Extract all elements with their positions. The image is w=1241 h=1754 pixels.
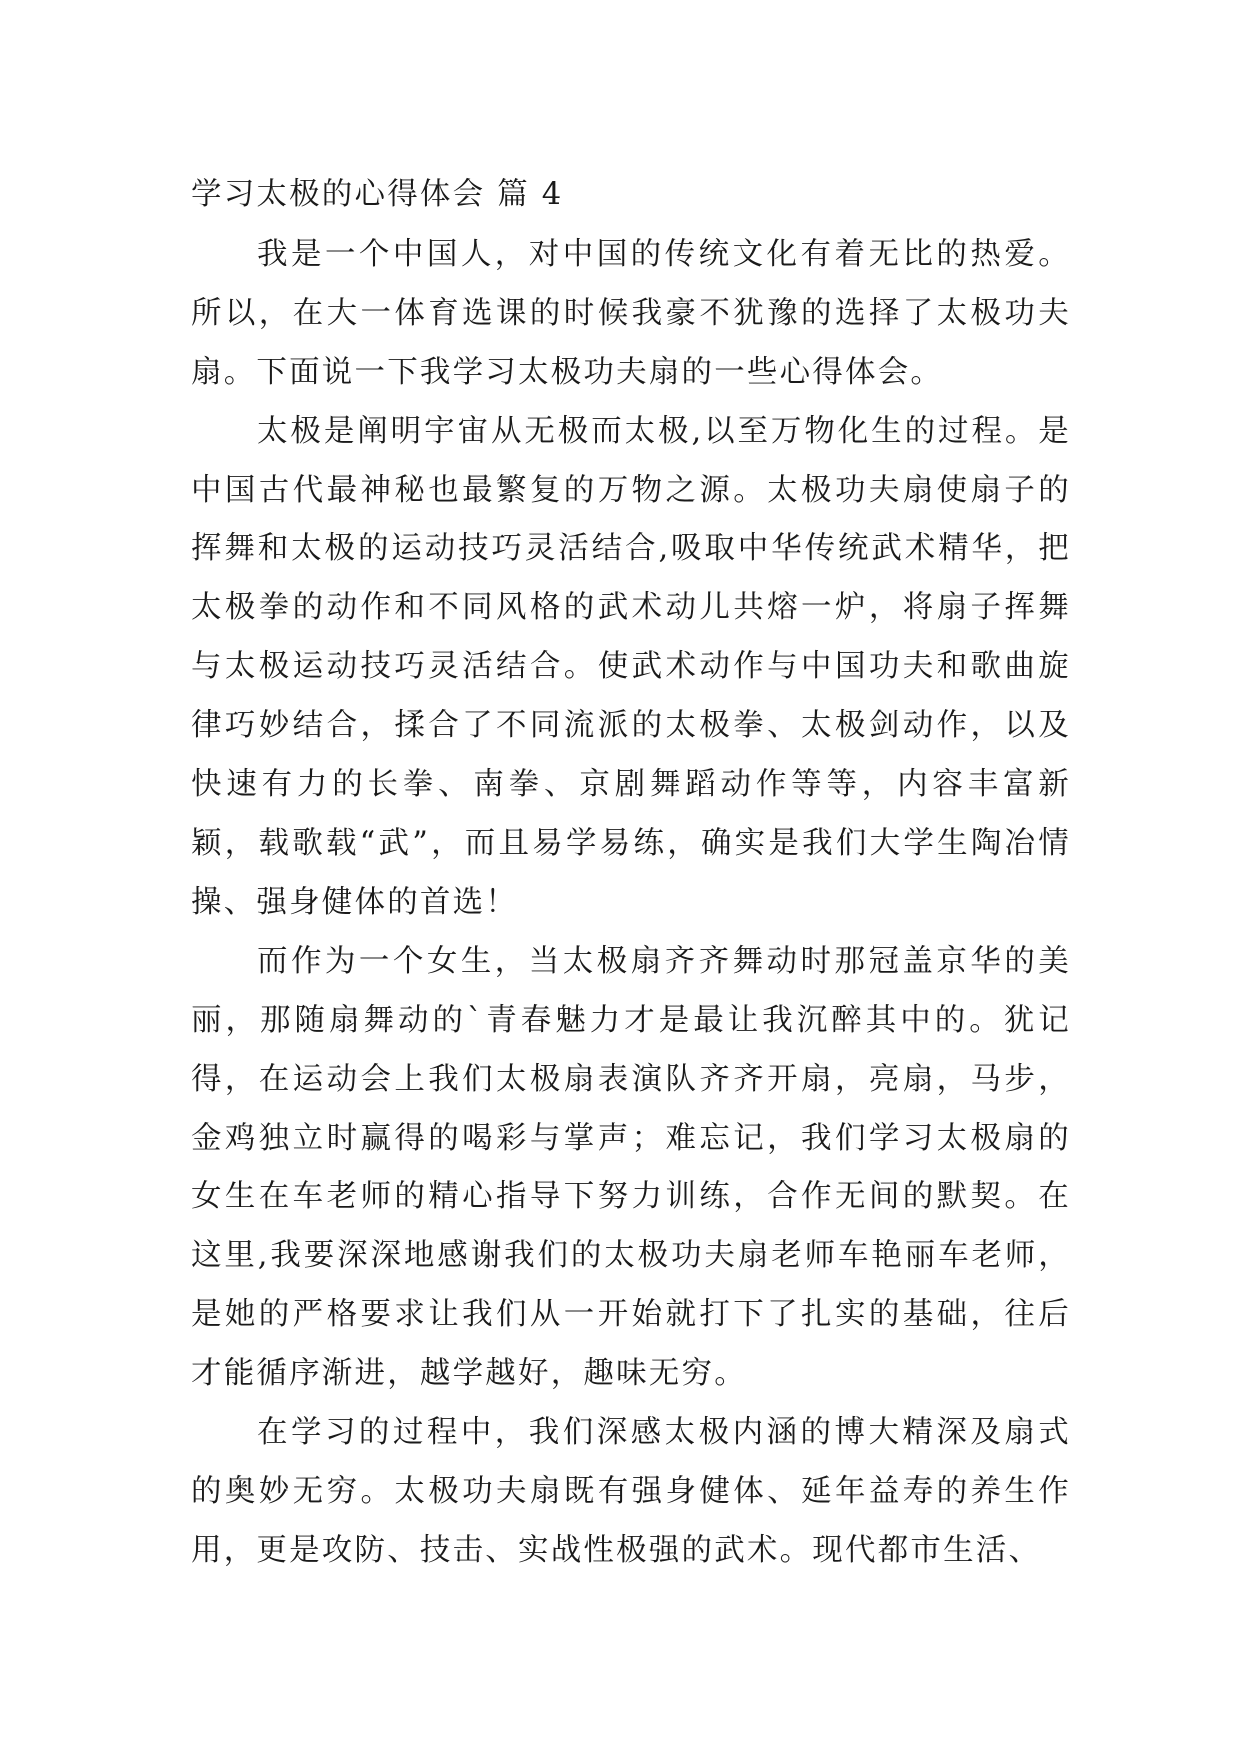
document-body (191, 166, 1071, 1581)
paragraph-1: 我是一个中国人，对中国的传统文化有着无比的热爱。所以，在大一体育选课的时候我豪不犹豫的选择了太极功夫扇。下面说一下我学习太极功夫扇的一些心得体会。 (191, 236, 1071, 390)
paragraph-3: 而作为一个女生，当太极扇齐齐舞动时那冠盖京华的美丽，那随扇舞动的`青春魅力才是最让我沉醉其中的。犹记得，在运动会上我们太极扇表演队齐齐开扇，亮扇，马步，金鸡独立时赢得的喝彩与掌声；难忘记，我们学习太极扇的女生在车老师的精心指导下努力训练，合作无间的默契。在这里,我要深深地感谢我们的太极功夫扇老师车艳丽车老师，是她的严格要求让我们从一开始就打下了扎实的基础，往后才能循序渐进，越学越好，趣味无穷。 (191, 943, 1071, 1392)
paragraph-2: 太极是阐明宇宙从无极而太极,以至万物化生的过程。是中国古代最神秘也最繁复的万物之源。太极功夫扇使扇子的挥舞和太极的运动技巧灵活结合,吸取中华传统武术精华，把太极拳的动作和不同风格的武术动儿共熔一炉，将扇子挥舞与太极运动技巧灵活结合。使武术动作与中国功夫和歌曲旋律巧妙结合，揉合了不同流派的太极拳、太极剑动作，以及快速有力的长拳、南拳、京剧舞蹈动作等等，内容丰富新颖，载歌载“武”，而且易学易练，确实是我们大学生陶冶情操、强身健体的首选！ (191, 413, 1071, 920)
document-title: 学习太极的心得体会 篇 4 (191, 177, 564, 212)
paragraph-4: 在学习的过程中，我们深感太极内涵的博大精深及扇式的奥妙无穷。太极功夫扇既有强身健体、延年益寿的养生作用，更是攻防、技击、实战性极强的武术。现代都市生活、 (191, 1415, 1071, 1568)
